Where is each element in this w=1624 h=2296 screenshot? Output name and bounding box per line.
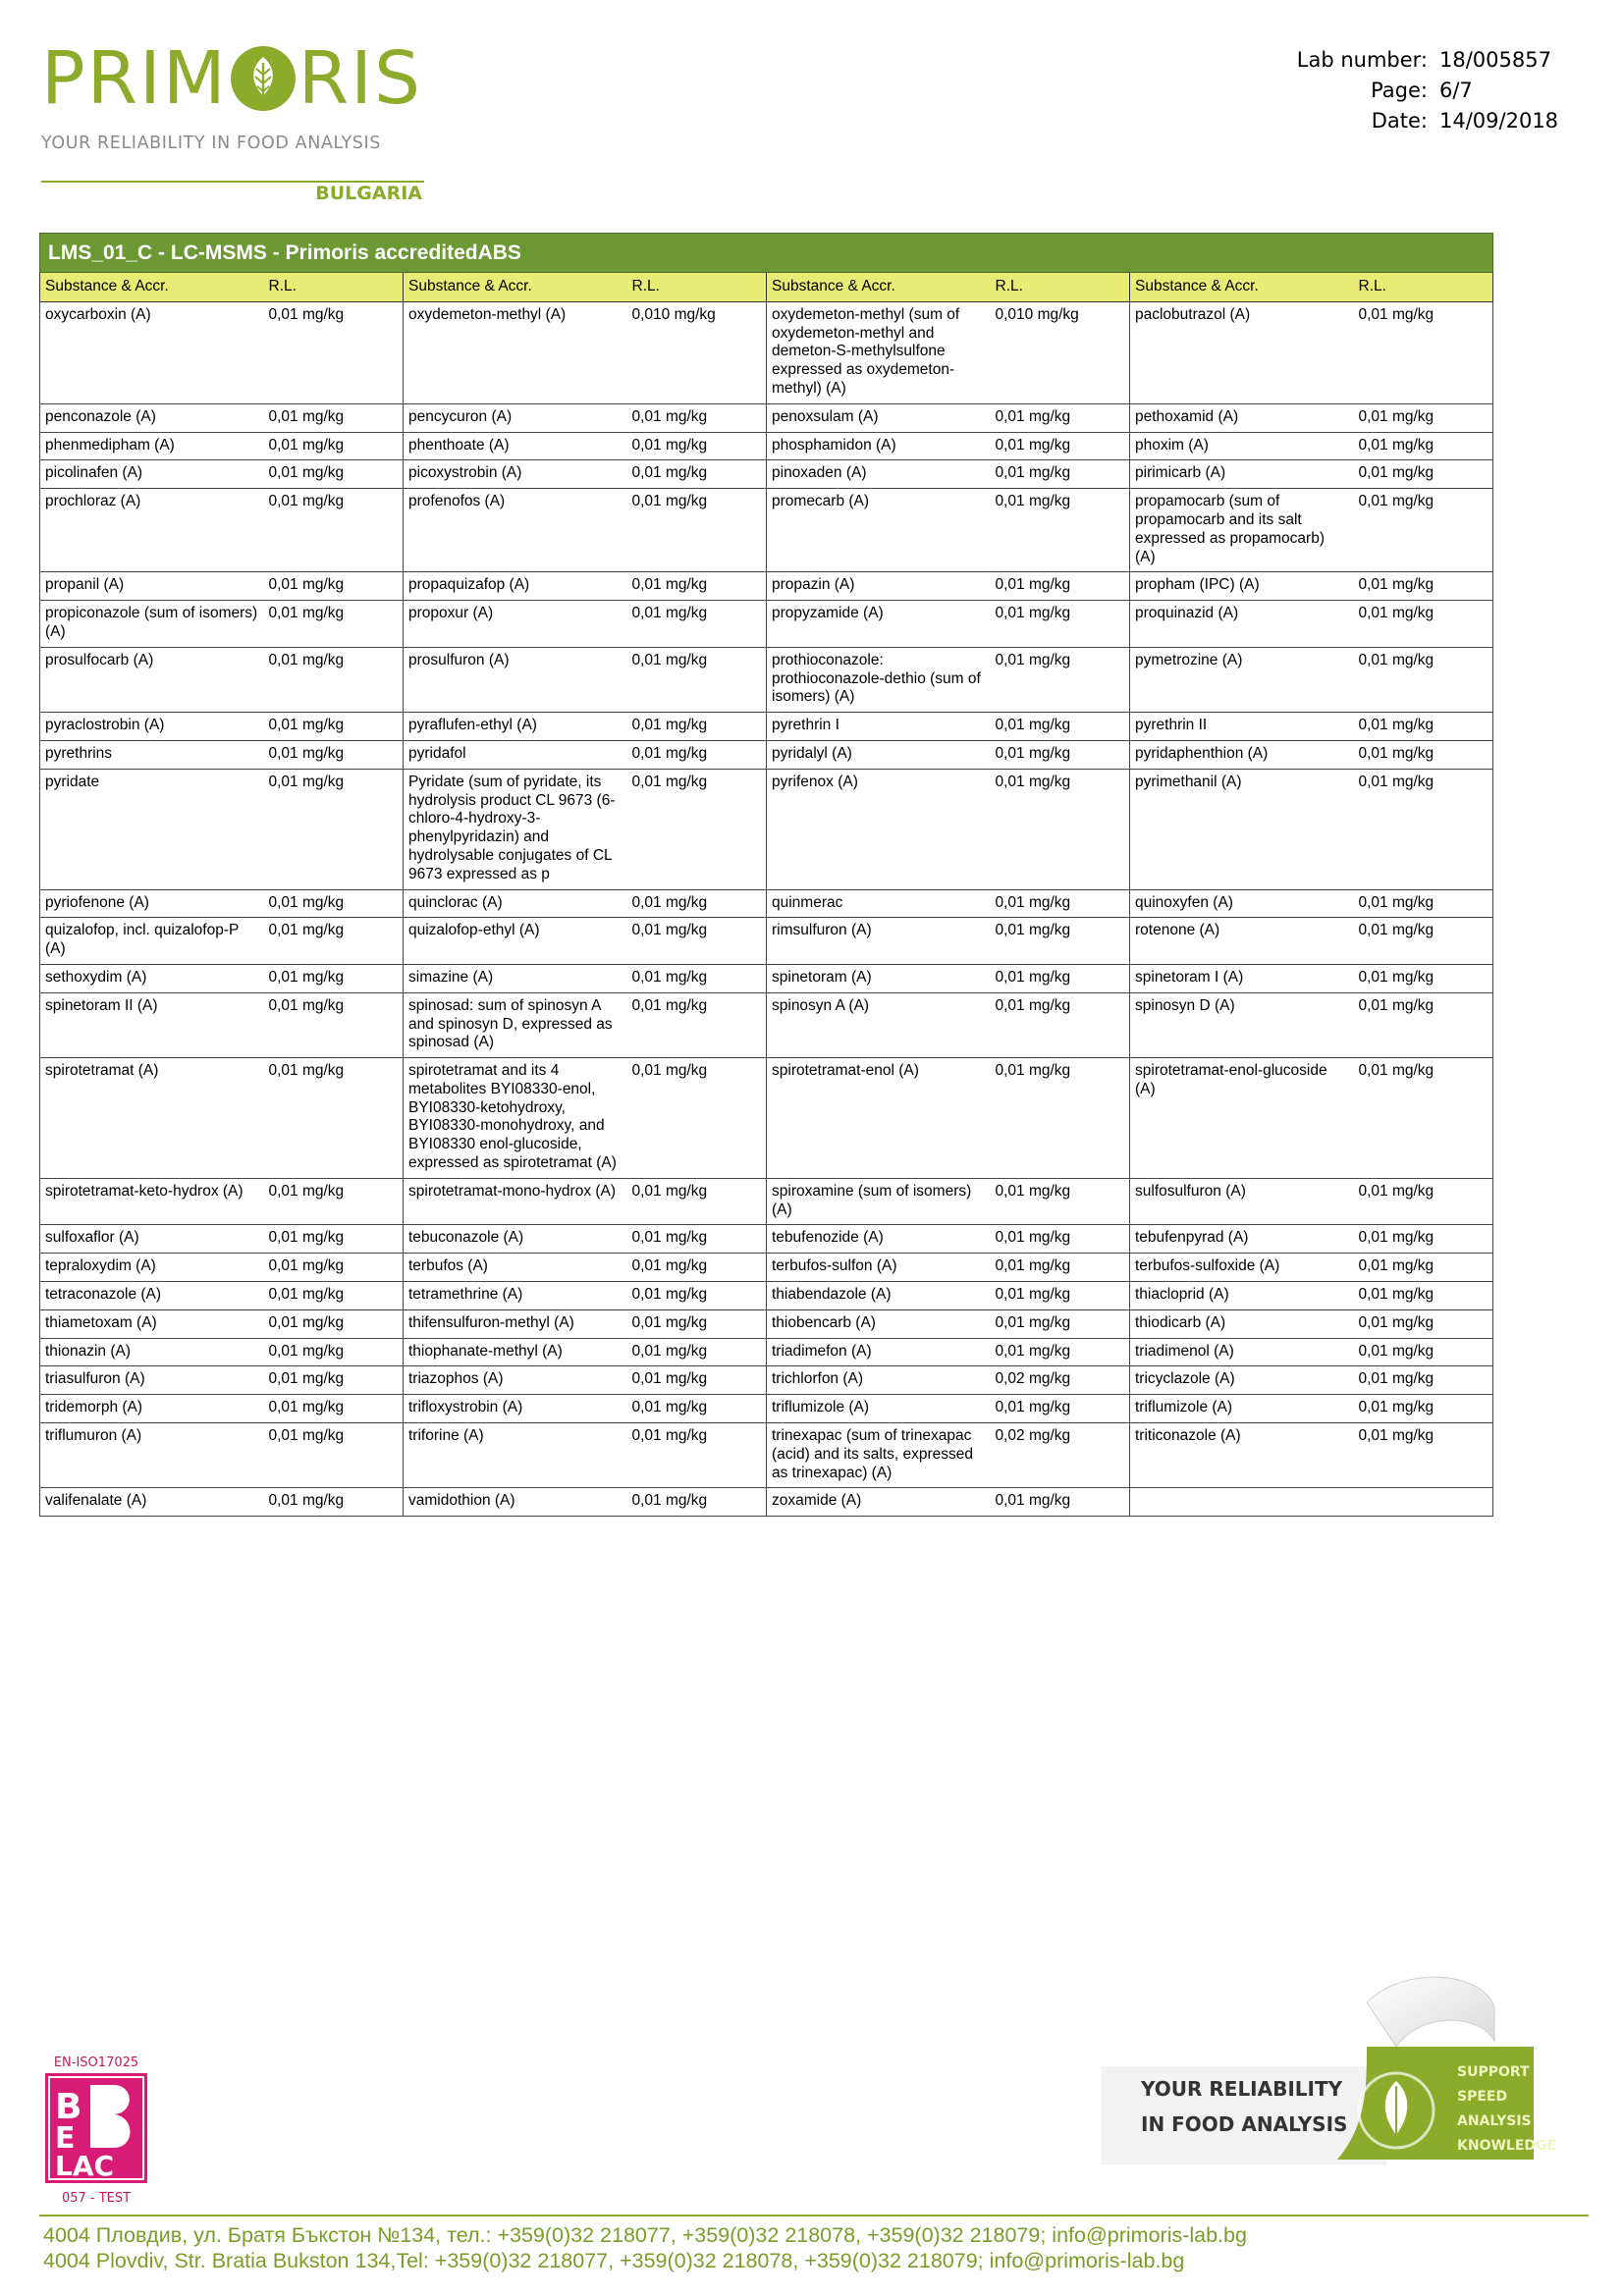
table-row <box>40 918 1493 965</box>
reporting-limit-cell: 0,01 mg/kg <box>991 460 1130 489</box>
reporting-limit-cell: 0,01 mg/kg <box>1354 1282 1493 1310</box>
substance-cell: penoxsulam (A) <box>767 403 991 432</box>
table-row <box>40 432 1493 460</box>
substance-cell: phenthoate (A) <box>404 432 627 460</box>
reporting-limit-cell: 0,01 mg/kg <box>1354 301 1493 403</box>
substance-cell: pethoxamid (A) <box>1130 403 1354 432</box>
table-row <box>40 301 1493 403</box>
table-row <box>40 1488 1493 1517</box>
substance-cell: propiconazole (sum of isomers) (A) <box>40 601 264 648</box>
substance-cell: spirotetramat-enol (A) <box>767 1058 991 1179</box>
reporting-limit-cell: 0,01 mg/kg <box>1354 964 1493 992</box>
reporting-limit-cell: 0,01 mg/kg <box>991 1395 1130 1423</box>
address-block <box>43 2222 1575 2273</box>
table-row <box>40 1225 1493 1254</box>
substance-cell: pyridate <box>40 769 264 889</box>
substance-cell: propazin (A) <box>767 572 991 601</box>
substance-cell: tebufenpyrad (A) <box>1130 1225 1354 1254</box>
substance-cell: pencycuron (A) <box>404 403 627 432</box>
reporting-limit-cell: 0,01 mg/kg <box>264 489 404 572</box>
table-row <box>40 1395 1493 1423</box>
primoris-logo <box>41 37 434 153</box>
substance-cell: propamocarb (sum of propamocarb and its salt expressed as propamocarb) (A) <box>1130 489 1354 572</box>
address-bg: 4004 Пловдив, ул. Братя Бъкстон №134, тел.: +359(0)32 218077, +359(0)32 218078, +359(0)32 218079; info@primoris-lab.bg <box>43 2223 1247 2247</box>
substance-cell: spirotetramat-enol-glucoside (A) <box>1130 1058 1354 1179</box>
reporting-limit-cell: 0,01 mg/kg <box>264 1058 404 1179</box>
reporting-limit-cell: 0,01 mg/kg <box>627 1338 767 1366</box>
substance-cell: triadimefon (A) <box>767 1338 991 1366</box>
reporting-limit-cell: 0,01 mg/kg <box>627 1282 767 1310</box>
reporting-limit-cell: 0,01 mg/kg <box>1354 740 1493 769</box>
substance-cell: pyridafol <box>404 740 627 769</box>
banner-slogan-line2: IN FOOD ANALYSIS <box>1141 2112 1348 2136</box>
reporting-limit-cell: 0,01 mg/kg <box>627 432 767 460</box>
table-row <box>40 1338 1493 1366</box>
reporting-limit-cell: 0,01 mg/kg <box>1354 1225 1493 1254</box>
results-body <box>40 301 1493 1516</box>
page-value: 6/7 <box>1439 79 1473 102</box>
reporting-limit-cell: 0,01 mg/kg <box>991 918 1130 965</box>
substance-cell: propanil (A) <box>40 572 264 601</box>
table-row <box>40 964 1493 992</box>
banner-value: SUPPORT <box>1457 2064 1530 2080</box>
column-header: Substance & Accr. <box>1130 273 1354 302</box>
reporting-limit-cell: 0,01 mg/kg <box>1354 572 1493 601</box>
reporting-limit-cell: 0,01 mg/kg <box>627 992 767 1057</box>
column-header: Substance & Accr. <box>767 273 991 302</box>
reporting-limit-cell: 0,01 mg/kg <box>991 889 1130 918</box>
substance-cell: terbufos (A) <box>404 1254 627 1282</box>
substance-cell: thiobencarb (A) <box>767 1309 991 1338</box>
substance-cell: triflumizole (A) <box>767 1395 991 1423</box>
reporting-limit-cell: 0,01 mg/kg <box>1354 1338 1493 1366</box>
substance-cell: picoxystrobin (A) <box>404 460 627 489</box>
page-row <box>1210 76 1563 106</box>
table-row <box>40 1366 1493 1395</box>
reporting-limit-cell: 0,01 mg/kg <box>627 1178 767 1225</box>
reporting-limit-cell: 0,01 mg/kg <box>627 918 767 965</box>
table-row <box>40 601 1493 648</box>
reporting-limit-cell: 0,01 mg/kg <box>627 489 767 572</box>
substance-cell: quizalofop-ethyl (A) <box>404 918 627 965</box>
reporting-limit-cell: 0,01 mg/kg <box>991 964 1130 992</box>
reporting-limit-cell: 0,01 mg/kg <box>991 740 1130 769</box>
reporting-limit-cell: 0,01 mg/kg <box>991 1225 1130 1254</box>
substance-cell: pyraflufen-ethyl (A) <box>404 713 627 741</box>
substance-cell: tetraconazole (A) <box>40 1282 264 1310</box>
substance-cell: tebuconazole (A) <box>404 1225 627 1254</box>
substance-cell: prosulfuron (A) <box>404 647 627 712</box>
table-row <box>40 1309 1493 1338</box>
reporting-limit-cell: 0,01 mg/kg <box>627 713 767 741</box>
reporting-limit-cell: 0,01 mg/kg <box>627 1423 767 1488</box>
reporting-limit-cell: 0,01 mg/kg <box>991 713 1130 741</box>
date-value: 14/09/2018 <box>1439 109 1559 133</box>
substance-cell <box>1130 1488 1354 1517</box>
reporting-limit-cell: 0,01 mg/kg <box>264 301 404 403</box>
reporting-limit-cell: 0,01 mg/kg <box>264 572 404 601</box>
substance-cell: profenofos (A) <box>404 489 627 572</box>
reporting-limit-cell: 0,01 mg/kg <box>991 647 1130 712</box>
column-header: Substance & Accr. <box>404 273 627 302</box>
substance-cell: pyridaphenthion (A) <box>1130 740 1354 769</box>
substance-cell: triflumizole (A) <box>1130 1395 1354 1423</box>
reporting-limit-cell: 0,01 mg/kg <box>1354 992 1493 1057</box>
reporting-limit-cell: 0,01 mg/kg <box>1354 647 1493 712</box>
reporting-limit-cell: 0,01 mg/kg <box>991 1254 1130 1282</box>
reporting-limit-cell: 0,01 mg/kg <box>264 918 404 965</box>
substance-cell: terbufos-sulfon (A) <box>767 1254 991 1282</box>
lab-number-row <box>1210 45 1563 76</box>
accreditation-id: 057 - TEST <box>61 2191 132 2206</box>
reporting-limit-cell: 0,01 mg/kg <box>627 647 767 712</box>
substance-cell: valifenalate (A) <box>40 1488 264 1517</box>
reporting-limit-cell: 0,01 mg/kg <box>991 432 1130 460</box>
table-row <box>40 489 1493 572</box>
accreditation-standard: EN-ISO17025 <box>53 2056 139 2070</box>
column-header: R.L. <box>264 273 404 302</box>
address-en: 4004 Plovdiv, Str. Bratia Bukston 134,Tel: +359(0)32 218077, +359(0)32 218078, +359(0)32 218079; info@primoris-lab.bg <box>43 2249 1185 2272</box>
reporting-limit-cell: 0,01 mg/kg <box>264 740 404 769</box>
reporting-limit-cell: 0,01 mg/kg <box>264 889 404 918</box>
substance-cell: trinexapac (sum of trinexapac (acid) and its salts, expressed as trinexapac) (A) <box>767 1423 991 1488</box>
reporting-limit-cell: 0,01 mg/kg <box>1354 713 1493 741</box>
column-header: Substance & Accr. <box>40 273 264 302</box>
reporting-limit-cell: 0,01 mg/kg <box>627 1366 767 1395</box>
reporting-limit-cell: 0,01 mg/kg <box>1354 601 1493 648</box>
table-title-row <box>40 234 1493 273</box>
leaf-in-circle-icon <box>230 45 297 112</box>
reporting-limit-cell: 0,01 mg/kg <box>264 1309 404 1338</box>
reporting-limit-cell: 0,01 mg/kg <box>1354 769 1493 889</box>
reporting-limit-cell: 0,01 mg/kg <box>627 769 767 889</box>
substance-cell: quinclorac (A) <box>404 889 627 918</box>
reporting-limit-cell: 0,01 mg/kg <box>264 1178 404 1225</box>
substance-cell: sulfoxaflor (A) <box>40 1225 264 1254</box>
substance-cell: spirotetramat and its 4 metabolites BYI08330-enol, BYI08330-ketohydroxy, BYI08330-monohydroxy, and BYI08330 enol-glucoside, expressed as spirotetramat (A) <box>404 1058 627 1179</box>
reporting-limit-cell: 0,01 mg/kg <box>627 572 767 601</box>
substance-cell: triticonazole (A) <box>1130 1423 1354 1488</box>
reporting-limit-cell: 0,01 mg/kg <box>264 1282 404 1310</box>
table-row <box>40 889 1493 918</box>
reporting-limit-cell: 0,01 mg/kg <box>264 432 404 460</box>
substance-cell: pinoxaden (A) <box>767 460 991 489</box>
belac-logo-icon <box>45 2073 147 2183</box>
substance-cell: simazine (A) <box>404 964 627 992</box>
logo-wordmark <box>41 37 434 120</box>
footer-divider <box>39 2215 1589 2216</box>
reporting-limit-cell: 0,01 mg/kg <box>991 1058 1130 1179</box>
substance-cell: phoxim (A) <box>1130 432 1354 460</box>
substance-cell: Pyridate (sum of pyridate, its hydrolysis product CL 9673 (6-chloro-4-hydroxy-3-phenylpyridazin) and hydrolysable conjugates of CL 9673 expressed as p <box>404 769 627 889</box>
substance-cell: triadimenol (A) <box>1130 1338 1354 1366</box>
substance-cell: pyrethrin II <box>1130 713 1354 741</box>
table-row <box>40 403 1493 432</box>
banner-value: SPEED <box>1457 2089 1508 2105</box>
reporting-limit-cell: 0,01 mg/kg <box>991 769 1130 889</box>
reporting-limit-cell: 0,01 mg/kg <box>991 992 1130 1057</box>
substance-cell: spirotetramat-keto-hydrox (A) <box>40 1178 264 1225</box>
reporting-limit-cell: 0,01 mg/kg <box>627 460 767 489</box>
substance-cell: thiabendazole (A) <box>767 1282 991 1310</box>
reporting-limit-cell: 0,010 mg/kg <box>627 301 767 403</box>
reporting-limit-cell: 0,01 mg/kg <box>1354 460 1493 489</box>
page-label: Page: <box>1371 79 1428 102</box>
reporting-limit-cell <box>1354 1488 1493 1517</box>
substance-cell: terbufos-sulfoxide (A) <box>1130 1254 1354 1282</box>
reporting-limit-cell: 0,01 mg/kg <box>627 1225 767 1254</box>
svg-text:B: B <box>55 2087 82 2127</box>
table-row <box>40 713 1493 741</box>
substance-cell: thifensulfuron-methyl (A) <box>404 1309 627 1338</box>
banner-slogan-line1: YOUR RELIABILITY <box>1141 2077 1343 2101</box>
substance-cell: pirimicarb (A) <box>1130 460 1354 489</box>
table-row <box>40 1254 1493 1282</box>
reporting-limit-cell: 0,01 mg/kg <box>991 403 1130 432</box>
column-header: R.L. <box>627 273 767 302</box>
substance-cell: quizalofop, incl. quizalofop-P (A) <box>40 918 264 965</box>
reporting-limit-cell: 0,01 mg/kg <box>264 1488 404 1517</box>
banner-value: ANALYSIS <box>1457 2113 1532 2129</box>
svg-text:LAC: LAC <box>55 2150 115 2182</box>
substance-cell: spinosad: sum of spinosyn A and spinosyn D, expressed as spinosad (A) <box>404 992 627 1057</box>
reporting-limit-cell: 0,01 mg/kg <box>1354 889 1493 918</box>
table-row <box>40 992 1493 1057</box>
reporting-limit-cell: 0,01 mg/kg <box>1354 1395 1493 1423</box>
table-row <box>40 740 1493 769</box>
logo-text-left: PRIM <box>41 36 228 121</box>
reporting-limit-cell: 0,01 mg/kg <box>264 647 404 712</box>
substance-cell: thiodicarb (A) <box>1130 1309 1354 1338</box>
reporting-limit-cell: 0,01 mg/kg <box>1354 1178 1493 1225</box>
substance-cell: spinetoram I (A) <box>1130 964 1354 992</box>
column-header-row <box>40 273 1493 302</box>
substance-cell: phenmedipham (A) <box>40 432 264 460</box>
reporting-limit-cell: 0,01 mg/kg <box>627 740 767 769</box>
substance-cell: tebufenozide (A) <box>767 1225 991 1254</box>
substance-cell: triforine (A) <box>404 1423 627 1488</box>
substance-cell: quinoxyfen (A) <box>1130 889 1354 918</box>
column-header: R.L. <box>1354 273 1493 302</box>
reporting-limit-cell: 0,01 mg/kg <box>627 1254 767 1282</box>
substance-cell: thiophanate-methyl (A) <box>404 1338 627 1366</box>
reporting-limit-cell: 0,01 mg/kg <box>264 1423 404 1488</box>
substance-cell: propaquizafop (A) <box>404 572 627 601</box>
tagline: YOUR RELIABILITY IN FOOD ANALYSIS <box>41 133 381 153</box>
banner-value: KNOWLEDGE <box>1457 2138 1557 2154</box>
reporting-limit-cell: 0,01 mg/kg <box>627 1488 767 1517</box>
table-title: LMS_01_C - LC-MSMS - Primoris accreditedABS <box>40 234 1493 273</box>
table-row <box>40 460 1493 489</box>
reporting-limit-cell: 0,01 mg/kg <box>264 1338 404 1366</box>
substance-cell: penconazole (A) <box>40 403 264 432</box>
substance-cell: proquinazid (A) <box>1130 601 1354 648</box>
reporting-limit-cell: 0,01 mg/kg <box>627 889 767 918</box>
svg-text:E: E <box>55 2121 76 2156</box>
substance-cell: phosphamidon (A) <box>767 432 991 460</box>
reporting-limit-cell: 0,01 mg/kg <box>627 1058 767 1179</box>
reporting-limit-cell: 0,01 mg/kg <box>264 964 404 992</box>
substance-cell: propyzamide (A) <box>767 601 991 648</box>
table-row <box>40 572 1493 601</box>
table-row <box>40 769 1493 889</box>
results-table <box>39 233 1493 1517</box>
substance-cell: rimsulfuron (A) <box>767 918 991 965</box>
substance-cell: oxydemeton-methyl (sum of oxydemeton-methyl and demeton-S-methylsulfone expressed as oxydemeton-methyl) (A) <box>767 301 991 403</box>
reporting-limit-cell: 0,01 mg/kg <box>264 1225 404 1254</box>
substance-cell: pyriofenone (A) <box>40 889 264 918</box>
reporting-limit-cell: 0,010 mg/kg <box>991 301 1130 403</box>
lab-number-label: Lab number: <box>1296 48 1428 72</box>
reporting-limit-cell: 0,01 mg/kg <box>264 769 404 889</box>
reporting-limit-cell: 0,01 mg/kg <box>991 1488 1130 1517</box>
substance-cell: pyrethrin I <box>767 713 991 741</box>
substance-cell: triflumuron (A) <box>40 1423 264 1488</box>
reporting-limit-cell: 0,02 mg/kg <box>991 1366 1130 1395</box>
substance-cell: triasulfuron (A) <box>40 1366 264 1395</box>
lab-number-value: 18/005857 <box>1439 48 1551 72</box>
table-row <box>40 647 1493 712</box>
substance-cell: spirotetramat (A) <box>40 1058 264 1179</box>
reporting-limit-cell: 0,01 mg/kg <box>264 1395 404 1423</box>
substance-cell: trifloxystrobin (A) <box>404 1395 627 1423</box>
reporting-limit-cell: 0,01 mg/kg <box>1354 1058 1493 1179</box>
table-row <box>40 1282 1493 1310</box>
reporting-limit-cell: 0,01 mg/kg <box>264 713 404 741</box>
substance-cell: pyrimethanil (A) <box>1130 769 1354 889</box>
reporting-limit-cell: 0,01 mg/kg <box>991 489 1130 572</box>
substance-cell: paclobutrazol (A) <box>1130 301 1354 403</box>
substance-cell: vamidothion (A) <box>404 1488 627 1517</box>
column-header: R.L. <box>991 273 1130 302</box>
reporting-limit-cell: 0,01 mg/kg <box>627 1395 767 1423</box>
substance-cell: sulfosulfuron (A) <box>1130 1178 1354 1225</box>
reporting-limit-cell: 0,01 mg/kg <box>627 601 767 648</box>
table-row <box>40 1058 1493 1179</box>
substance-cell: thiametoxam (A) <box>40 1309 264 1338</box>
substance-cell: promecarb (A) <box>767 489 991 572</box>
reporting-limit-cell: 0,01 mg/kg <box>627 1309 767 1338</box>
substance-cell: trichlorfon (A) <box>767 1366 991 1395</box>
reporting-limit-cell: 0,01 mg/kg <box>264 1366 404 1395</box>
reporting-limit-cell: 0,01 mg/kg <box>627 964 767 992</box>
substance-cell: spiroxamine (sum of isomers) (A) <box>767 1178 991 1225</box>
reporting-limit-cell: 0,01 mg/kg <box>1354 1366 1493 1395</box>
substance-cell: pyraclostrobin (A) <box>40 713 264 741</box>
substance-cell: rotenone (A) <box>1130 918 1354 965</box>
reporting-limit-cell: 0,02 mg/kg <box>991 1423 1130 1488</box>
substance-cell: propham (IPC) (A) <box>1130 572 1354 601</box>
substance-cell: triazophos (A) <box>404 1366 627 1395</box>
substance-cell: pyrifenox (A) <box>767 769 991 889</box>
reporting-limit-cell: 0,01 mg/kg <box>991 601 1130 648</box>
reporting-limit-cell: 0,01 mg/kg <box>991 1178 1130 1225</box>
substance-cell: tetramethrine (A) <box>404 1282 627 1310</box>
reporting-limit-cell: 0,01 mg/kg <box>264 992 404 1057</box>
substance-cell: spinosyn D (A) <box>1130 992 1354 1057</box>
substance-cell: zoxamide (A) <box>767 1488 991 1517</box>
substance-cell: prosulfocarb (A) <box>40 647 264 712</box>
reporting-limit-cell: 0,01 mg/kg <box>991 1309 1130 1338</box>
reporting-limit-cell: 0,01 mg/kg <box>1354 1309 1493 1338</box>
region-label: BULGARIA <box>315 183 422 204</box>
reporting-limit-cell: 0,01 mg/kg <box>1354 489 1493 572</box>
substance-cell: oxycarboxin (A) <box>40 301 264 403</box>
date-row <box>1210 106 1563 136</box>
substance-cell: thionazin (A) <box>40 1338 264 1366</box>
substance-cell: picolinafen (A) <box>40 460 264 489</box>
report-meta <box>1210 45 1563 136</box>
date-label: Date: <box>1371 109 1428 133</box>
substance-cell: propoxur (A) <box>404 601 627 648</box>
reporting-limit-cell: 0,01 mg/kg <box>991 1338 1130 1366</box>
substance-cell: sethoxydim (A) <box>40 964 264 992</box>
substance-cell: tridemorph (A) <box>40 1395 264 1423</box>
belac-accreditation <box>45 2056 147 2206</box>
substance-cell: prochloraz (A) <box>40 489 264 572</box>
reliability-banner <box>1072 1949 1557 2184</box>
substance-cell: spinosyn A (A) <box>767 992 991 1057</box>
reporting-limit-cell: 0,01 mg/kg <box>264 460 404 489</box>
reporting-limit-cell: 0,01 mg/kg <box>627 403 767 432</box>
reporting-limit-cell: 0,01 mg/kg <box>1354 1254 1493 1282</box>
reporting-limit-cell: 0,01 mg/kg <box>264 1254 404 1282</box>
reporting-limit-cell: 0,01 mg/kg <box>1354 1423 1493 1488</box>
substance-cell: pymetrozine (A) <box>1130 647 1354 712</box>
reporting-limit-cell: 0,01 mg/kg <box>264 601 404 648</box>
substance-cell: quinmerac <box>767 889 991 918</box>
substance-cell: oxydemeton-methyl (A) <box>404 301 627 403</box>
substance-cell: spinetoram (A) <box>767 964 991 992</box>
substance-cell: tricyclazole (A) <box>1130 1366 1354 1395</box>
reporting-limit-cell: 0,01 mg/kg <box>1354 918 1493 965</box>
substance-cell: tepraloxydim (A) <box>40 1254 264 1282</box>
substance-cell: spirotetramat-mono-hydrox (A) <box>404 1178 627 1225</box>
substance-cell: thiacloprid (A) <box>1130 1282 1354 1310</box>
logo-text-right: RIS <box>298 36 422 121</box>
table-row <box>40 1178 1493 1225</box>
reporting-limit-cell: 0,01 mg/kg <box>1354 403 1493 432</box>
reporting-limit-cell: 0,01 mg/kg <box>1354 432 1493 460</box>
substance-cell: pyridalyl (A) <box>767 740 991 769</box>
reporting-limit-cell: 0,01 mg/kg <box>991 572 1130 601</box>
table-row <box>40 1423 1493 1488</box>
substance-cell: spinetoram II (A) <box>40 992 264 1057</box>
substance-cell: prothioconazole: prothioconazole-dethio (sum of isomers) (A) <box>767 647 991 712</box>
reporting-limit-cell: 0,01 mg/kg <box>991 1282 1130 1310</box>
substance-cell: pyrethrins <box>40 740 264 769</box>
reporting-limit-cell: 0,01 mg/kg <box>264 403 404 432</box>
